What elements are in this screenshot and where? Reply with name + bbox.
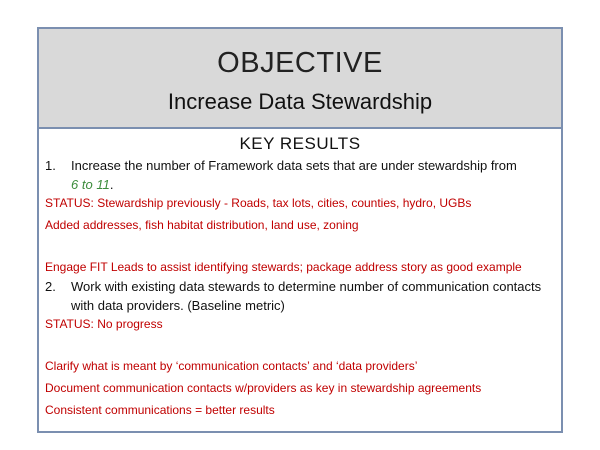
key-result-1-period: . — [109, 177, 114, 192]
key-result-1-number: 1. — [45, 158, 56, 173]
status-line-2: STATUS: No progress — [45, 317, 163, 331]
key-result-1 — [45, 156, 555, 194]
document-note: Document communication contacts w/providers as key in stewardship agreements — [45, 381, 482, 395]
objective-title: OBJECTIVE — [217, 47, 383, 79]
from-value: 6 — [71, 177, 79, 192]
engage-fit-note: Engage FIT Leads to assist identifying stewards; package address story as good example — [45, 260, 522, 274]
consistent-note: Consistent communications = better results — [45, 403, 275, 417]
objective-subtitle: Increase Data Stewardship — [167, 89, 433, 114]
key-results-body — [39, 156, 561, 420]
key-result-1-text — [71, 156, 555, 194]
key-result-2-number: 2. — [45, 279, 56, 294]
added-datasets-note: Added addresses, fish habitat distribution, land use, zoning — [45, 218, 359, 232]
key-result-2 — [45, 277, 555, 315]
status-line-1: STATUS: Stewardship previously - Roads, tax lots, cities, counties, hydro, UGBs — [45, 196, 472, 210]
clarify-note: Clarify what is meant by ‘communication contacts’ and ‘data providers’ — [45, 359, 418, 373]
to-value: 11 — [96, 177, 110, 192]
to-word: to — [81, 177, 93, 192]
key-result-1-description: Increase the number of Framework data sets that are under stewardship from — [71, 158, 517, 173]
key-result-2-text: Work with existing data stewards to determine number of communication contacts with data providers. (Baseline metric) — [71, 279, 542, 313]
key-results-heading: KEY RESULTS — [239, 134, 361, 153]
slide — [37, 27, 563, 433]
objective-header — [39, 29, 561, 129]
